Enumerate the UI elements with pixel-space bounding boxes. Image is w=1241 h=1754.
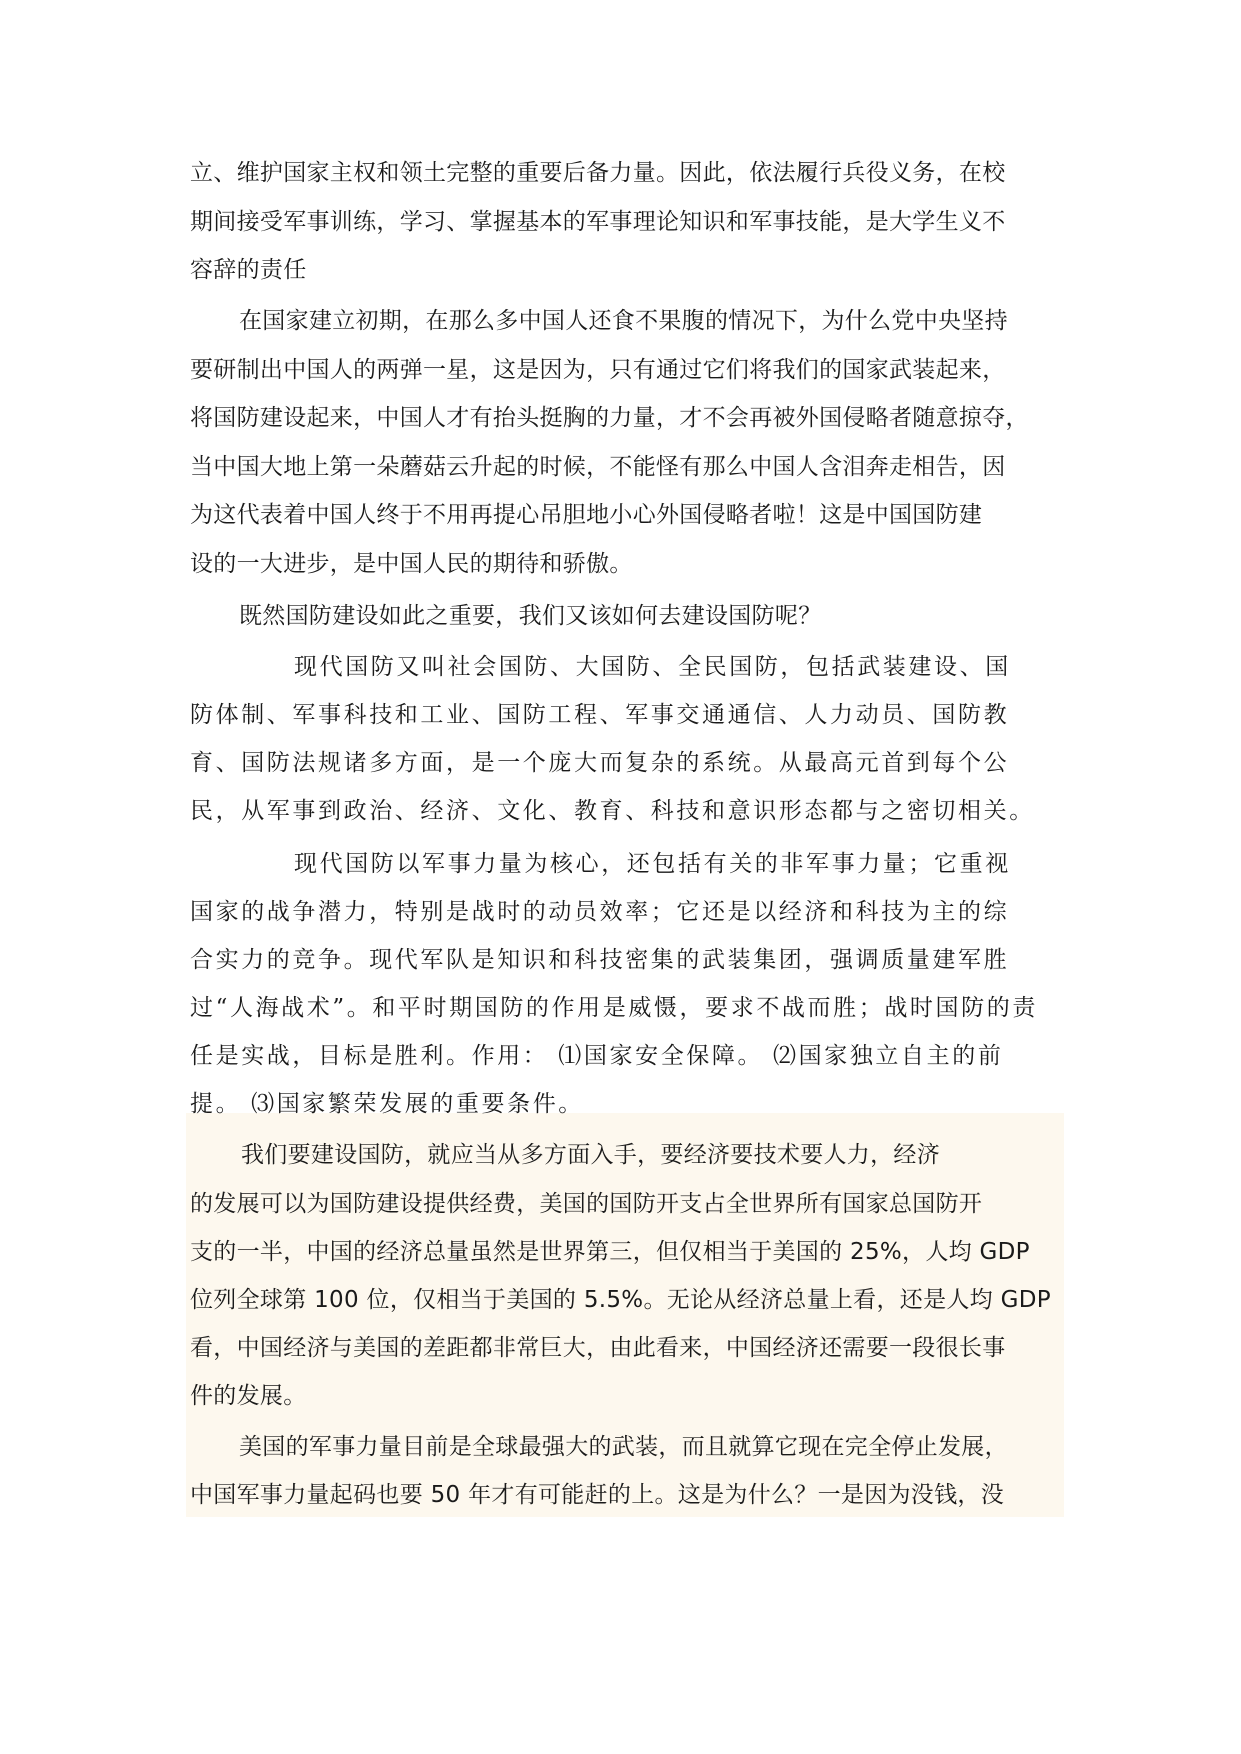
text-line: 支的一半，中国的经济总量虽然是世界第三，但仅相当于美国的 25%，人均 GDP	[190, 1239, 1030, 1265]
text-line: 位列全球第 100 位，仅相当于美国的 5.5%。无论从经济总量上看，还是人均 GDP	[190, 1287, 1051, 1313]
text-line: 设的一大进步，是中国人民的期待和骄傲。	[190, 551, 633, 577]
text-line: 育、国防法规诸多方面，是一个庞大而复杂的系统。从最高元首到每个公	[190, 750, 1010, 776]
text-line: 现代国防又叫社会国防、大国防、全民国防，包括武装建设、国	[294, 654, 1011, 680]
text-line: 看，中国经济与美国的差距都非常巨大，由此看来，中国经济还需要一段很长事	[190, 1335, 1006, 1361]
text-line: 防体制、军事科技和工业、国防工程、军事交通通信、人力动员、国防教	[190, 702, 1010, 728]
text-line: 我们要建设国防，就应当从多方面入手，要经济要技术要人力，经济	[241, 1142, 940, 1168]
text-line: 中国军事力量起码也要 50 年才有可能赶的上。这是为什么？一是因为没钱，没	[190, 1482, 1004, 1508]
text-line: 要研制出中国人的两弹一星，这是因为，只有通过它们将我们的国家武装起来，	[190, 357, 1006, 383]
text-line: 美国的军事力量目前是全球最强大的武装，而且就算它现在完全停止发展，	[239, 1434, 1008, 1460]
text-line: 现代国防以军事力量为核心，还包括有关的非军事力量；它重视	[294, 851, 1011, 877]
text-line: 提。 ⑶国家繁荣发展的重要条件。	[190, 1091, 584, 1117]
text-line: 任是实战，目标是胜利。作用： ⑴国家安全保障。 ⑵国家独立自主的前	[190, 1043, 1004, 1069]
text-line: 的发展可以为国防建设提供经费，美国的国防开支占全世界所有国家总国防开	[190, 1191, 983, 1217]
text-line: 当中国大地上第一朵蘑菇云升起的时候，不能怪有那么中国人含泪奔走相告，因	[190, 454, 1006, 480]
text-line: 立、维护国家主权和领土完整的重要后备力量。因此，依法履行兵役义务，在校	[190, 160, 1006, 186]
text-line: 既然国防建设如此之重要，我们又该如何去建设国防呢？	[239, 603, 822, 629]
text-line: 容辞的责任	[190, 257, 307, 283]
text-line: 为这代表着中国人终于不用再提心吊胆地小心外国侵略者啦！这是中国国防建	[190, 502, 983, 528]
text-line: 件的发展。	[190, 1383, 307, 1409]
text-line: 过“人海战术”。和平时期国防的作用是威慑，要求不战而胜；战时国防的责	[190, 995, 1038, 1021]
text-line: 合实力的竞争。现代军队是知识和科技密集的武装集团，强调质量建军胜	[190, 947, 1010, 973]
text-line: 民，从军事到政治、经济、文化、教育、科技和意识形态都与之密切相关。	[190, 798, 1035, 824]
text-line: 在国家建立初期，在那么多中国人还食不果腹的情况下，为什么党中央坚持	[239, 308, 1008, 334]
text-line: 期间接受军事训练，学习、掌握基本的军事理论知识和军事技能，是大学生义不	[190, 209, 1006, 235]
text-line: 将国防建设起来，中国人才有抬头挺胸的力量，才不会再被外国侵略者随意掠夺，	[190, 405, 1029, 431]
text-line: 国家的战争潜力，特别是战时的动员效率；它还是以经济和科技为主的综	[190, 899, 1010, 925]
